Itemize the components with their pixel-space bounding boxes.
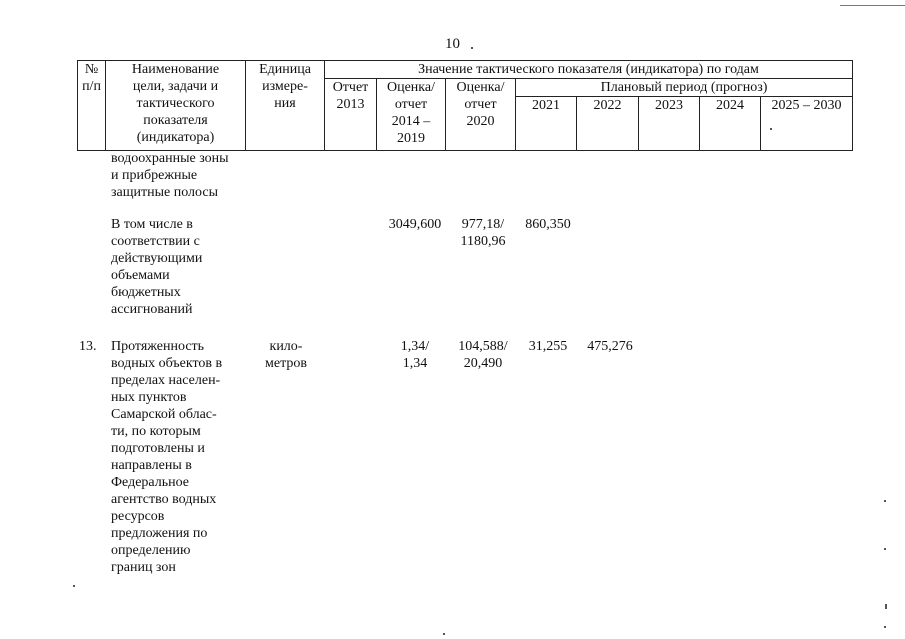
row-1-value-2021: 860,350 — [525, 217, 571, 232]
row-0-name: водоохранные зоны и прибрежные защитные полосы — [111, 151, 229, 200]
row-2-value-2020: 104,588/ 20,490 — [458, 339, 508, 371]
header-year-2021: 2021 — [516, 97, 577, 151]
scan-top-rule — [840, 5, 905, 6]
row-2-value-2022: 475,276 — [587, 339, 633, 354]
row-2-name: Протяженность водных объектов в пределах населен- ных пунктов Самарской облас- ти, по которым подготовлены и направлены в Федеральное агентство водных ресурсов предложения по определению границ зон — [111, 339, 223, 575]
header-name: Наименование цели, задачи и тактического показателя (индикатора) — [106, 61, 246, 151]
header-unit: Единица измере- ния — [246, 61, 325, 151]
header-estimate-2020: Оценка/ отчет 2020 — [446, 79, 516, 151]
scan-speck — [471, 47, 473, 49]
page-number: 10 — [445, 36, 460, 52]
row-2-num: 13. — [79, 339, 97, 354]
header-year-2023: 2023 — [639, 97, 700, 151]
header-plan-period: Плановый период (прогноз) — [516, 79, 853, 97]
row-2-value-2014-2019: 1,34/ 1,34 — [400, 339, 430, 371]
row-2-unit: кило- метров — [265, 339, 307, 371]
header-year-2024: 2024 — [700, 97, 761, 151]
scan-speck — [73, 585, 75, 587]
row-1-value-2014-2019: 3049,600 — [388, 217, 442, 232]
scan-speck — [770, 128, 772, 130]
header-num: № п/п — [78, 61, 106, 151]
header-year-2025-2030: 2025 – 2030 — [761, 97, 853, 151]
scan-speck — [885, 604, 887, 609]
header-estimate-2014-2019: Оценка/ отчет 2014 – 2019 — [377, 79, 446, 151]
header-group-title: Значение тактического показателя (индикатора) по годам — [325, 61, 853, 79]
row-1-name: В том числе в соответствии с действующими объемами бюджетных ассигнований — [111, 217, 203, 317]
scan-speck — [443, 633, 445, 635]
row-2-value-2021: 31,255 — [528, 339, 568, 354]
scan-speck — [884, 626, 886, 628]
scan-speck — [884, 548, 886, 550]
header-table — [77, 60, 853, 151]
header-year-2022: 2022 — [577, 97, 639, 151]
row-1-value-2020: 977,18/ 1180,96 — [460, 217, 506, 249]
scan-speck — [884, 500, 886, 502]
header-report-2013: Отчет 2013 — [325, 79, 377, 151]
